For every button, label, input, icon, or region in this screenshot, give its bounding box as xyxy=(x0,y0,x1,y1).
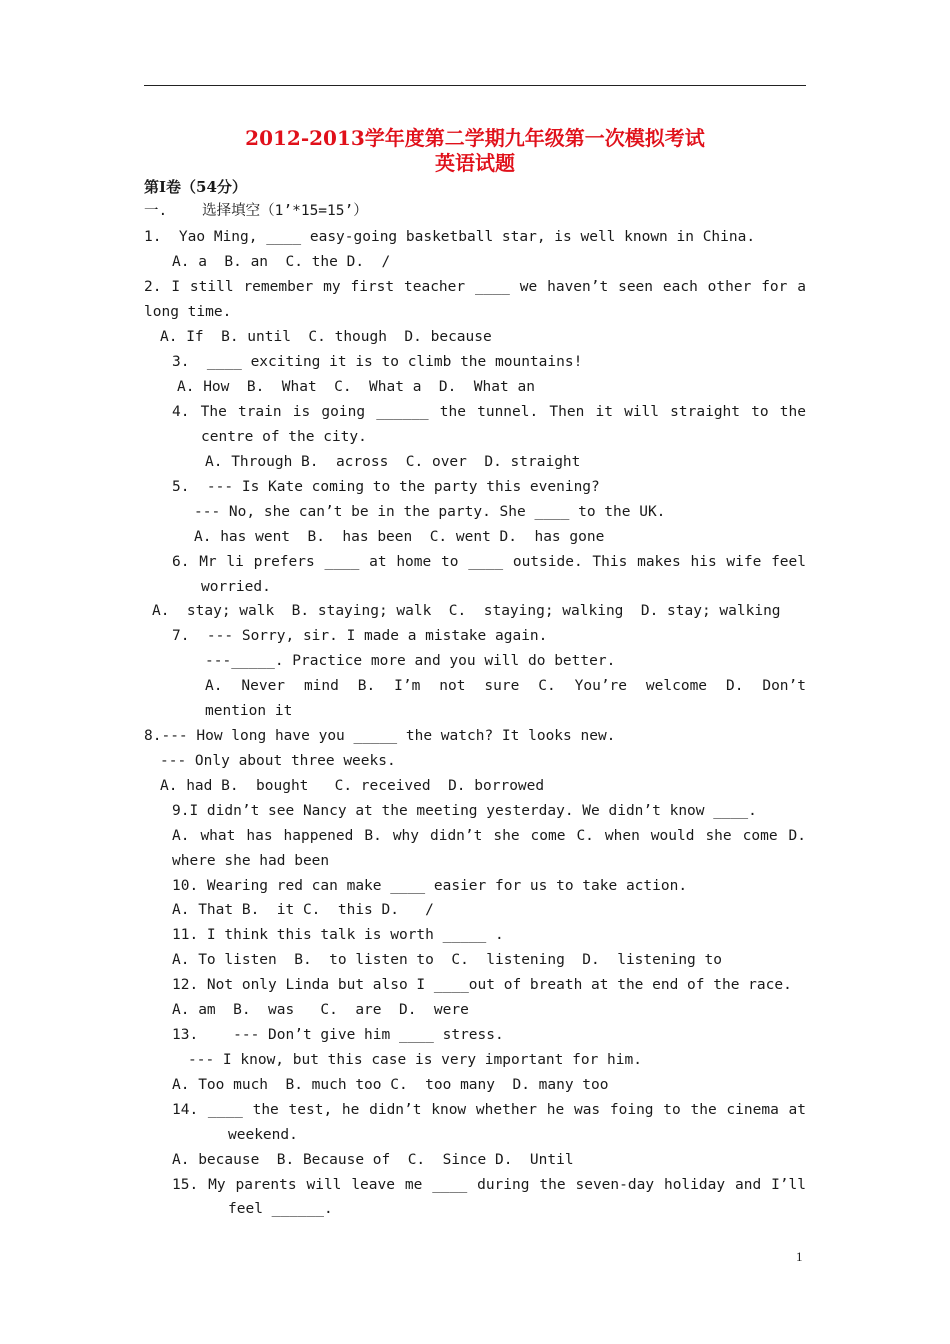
question-line: ---_____. Practice more and you will do better. xyxy=(205,653,616,669)
question-line: 2. I still remember my first teacher ____ we haven’t seen each other for a xyxy=(144,279,806,295)
question-line: feel ______. xyxy=(228,1201,333,1217)
options-line: where she had been xyxy=(172,853,330,869)
options-line: A. has went B. has been C. went D. has gone xyxy=(194,529,605,545)
options-line: A. because B. Because of C. Since D. Until xyxy=(172,1152,574,1168)
question-line: 15. My parents will leave me ____ during the seven-day holiday and I’ll xyxy=(172,1177,806,1193)
options-line: A. Through B. across C. over D. straight xyxy=(205,454,581,470)
question-line: 3. ____ exciting it is to climb the mountains! xyxy=(172,354,583,370)
question-line: 12. Not only Linda but also I ____out of breath at the end of the race. xyxy=(172,977,792,993)
question-line: 13. --- Don’t give him ____ stress. xyxy=(172,1027,504,1043)
header-rule xyxy=(144,85,806,86)
question-line: 1. Yao Ming, ____ easy-going basketball star, is well known in China. xyxy=(144,229,756,245)
question-line: worried. xyxy=(201,579,271,595)
options-line: A. had B. bought C. received D. borrowed xyxy=(160,778,545,794)
options-line: A. am B. was C. are D. were xyxy=(172,1002,469,1018)
options-line: A. Never mind B. I’m not sure C. You’re welcome D. Don’t xyxy=(205,678,806,694)
options-line: A. If B. until C. though D. because xyxy=(160,329,492,345)
options-line: A. To listen B. to listen to C. listening D. listening to xyxy=(172,952,722,968)
question-line: long time. xyxy=(144,304,232,320)
question-line: 14. ____ the test, he didn’t know whether he was foing to the cinema at xyxy=(172,1102,806,1118)
question-line: --- No, she can’t be in the party. She ____ to the UK. xyxy=(194,504,666,520)
options-line: A. That B. it C. this D. / xyxy=(172,902,434,918)
question-line: centre of the city. xyxy=(201,429,367,445)
options-line: A. How B. What C. What a D. What an xyxy=(177,379,535,395)
options-line: mention it xyxy=(205,703,293,719)
part-heading: 一. 选择填空（1’*15=15’） xyxy=(144,203,368,219)
options-line: A. a B. an C. the D. / xyxy=(172,254,391,270)
question-line: 11. I think this talk is worth _____ . xyxy=(172,927,504,943)
question-line: 4. The train is going ______ the tunnel. Then it will straight to the xyxy=(172,404,806,420)
page-number: 1 xyxy=(796,1249,803,1264)
question-line: 6. Mr li prefers ____ at home to ____ outside. This makes his wife feel xyxy=(172,554,806,570)
question-line: 5. --- Is Kate coming to the party this evening? xyxy=(172,479,600,495)
question-line: weekend. xyxy=(228,1127,298,1143)
options-line: A. stay; walk B. staying; walk C. staying; walking D. stay; walking xyxy=(152,603,781,619)
exam-title: 2012-2013学年度第二学期九年级第一次模拟考试 xyxy=(245,126,705,150)
question-line: 10. Wearing red can make ____ easier for us to take action. xyxy=(172,878,688,894)
question-line: 7. --- Sorry, sir. I made a mistake again. xyxy=(172,628,548,644)
question-line: --- Only about three weeks. xyxy=(160,753,396,769)
options-line: A. Too much B. much too C. too many D. many too xyxy=(172,1077,609,1093)
exam-subtitle: 英语试题 xyxy=(435,151,515,175)
section-heading: 第Ⅰ卷（54分） xyxy=(144,178,247,196)
question-line: 9.I didn’t see Nancy at the meeting yesterday. We didn’t know ____. xyxy=(172,803,757,819)
options-line: A. what has happened B. why didn’t she come C. when would she come D. xyxy=(172,828,806,844)
question-line: 8.--- How long have you _____ the watch? It looks new. xyxy=(144,728,616,744)
question-line: --- I know, but this case is very important for him. xyxy=(188,1052,642,1068)
